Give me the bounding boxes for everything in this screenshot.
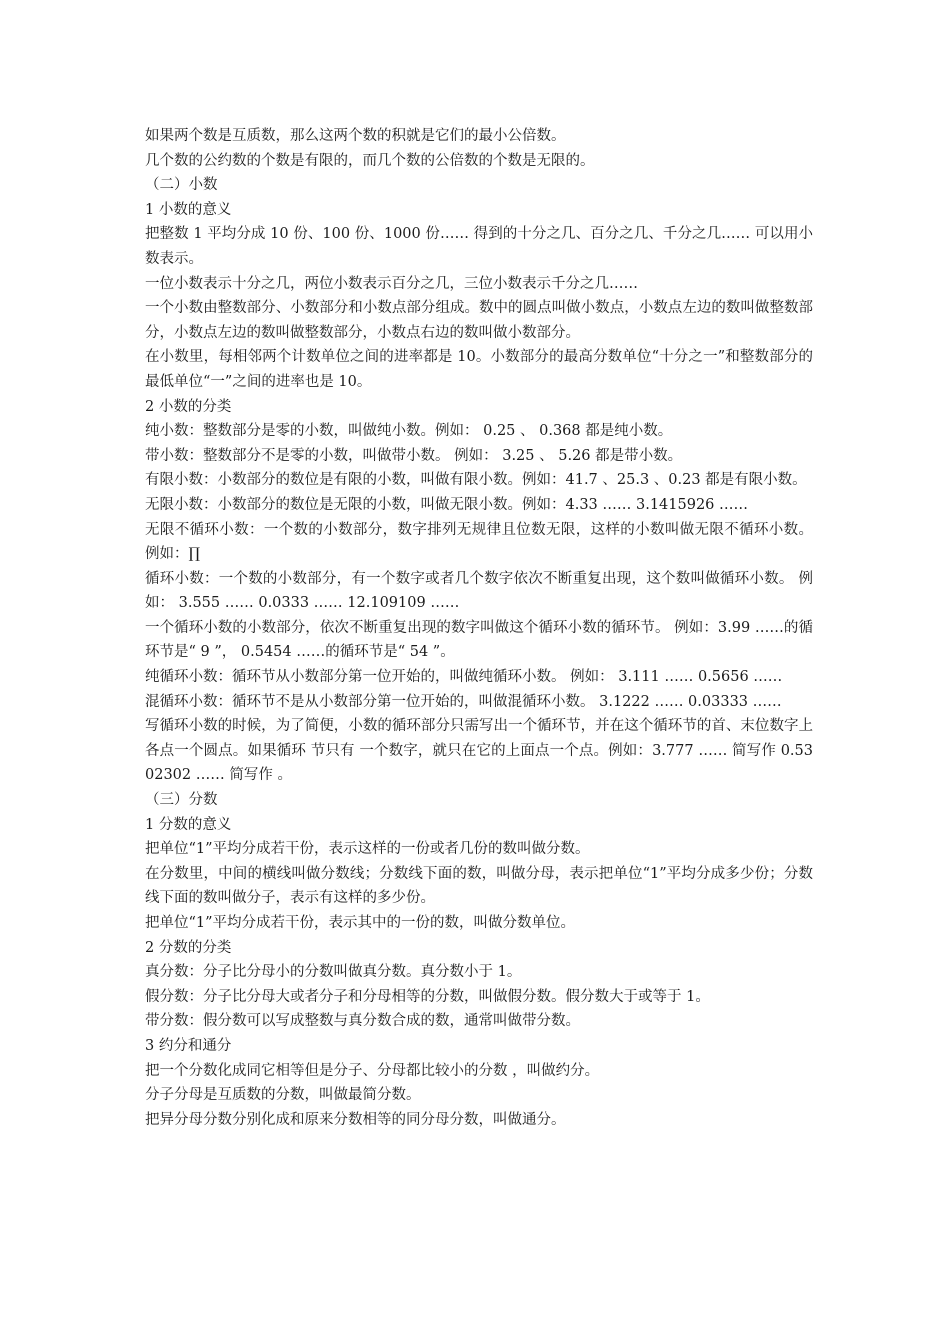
paragraph: 把异分母分数分别化成和原来分数相等的同分母分数，叫做通分。 xyxy=(145,1111,566,1128)
paragraph: 循环小数：一个数的小数部分，有一个数字或者几个数字依次不断重复出现，这个数叫做循环小数。 例如： 3.555 …… 0.0333 …… 12.109109 …… xyxy=(145,570,813,612)
section-heading-decimals: （二）小数 xyxy=(145,177,218,194)
paragraph: 有限小数：小数部分的数位是有限的小数，叫做有限小数。例如：41.7 、25.3 、0.23 都是有限小数。 xyxy=(145,472,807,489)
paragraph: 在小数里，每相邻两个计数单位之间的进率都是 10。小数部分的最高分数单位“十分之一”和整数部分的最低单位“一”之间的进率也是 10。 xyxy=(145,349,813,390)
paragraph: 真分数：分子比分母小的分数叫做真分数。真分数小于 1。 xyxy=(145,964,522,981)
paragraph: 纯循环小数：循环节从小数部分第一位开始的，叫做纯循环小数。 例如： 3.111 …… 0.5656 …… xyxy=(145,669,783,686)
paragraph: 把一个分数化成同它相等但是分子、分母都比较小的分数 ，叫做约分。 xyxy=(145,1062,600,1079)
paragraph: 无限不循环小数：一个数的小数部分，数字排列无规律且位数无限，这样的小数叫做无限不循环小数。 例如：∏ xyxy=(145,521,813,563)
paragraph: 一个循环小数的小数部分，依次不断重复出现的数字叫做这个循环小数的循环节。 例如：3.99 ……的循环节是“ 9 ”， 0.5454 ……的循环节是“ 54 ”。 xyxy=(145,619,813,661)
paragraph: 几个数的公约数的个数是有限的，而几个数的公倍数的个数是无限的。 xyxy=(145,152,595,169)
paragraph: 假分数：分子比分母大或者分子和分母相等的分数，叫做假分数。假分数大于或等于 1。 xyxy=(145,988,710,1005)
paragraph: 把单位“1”平均分成若干份，表示这样的一份或者几份的数叫做分数。 xyxy=(145,841,590,858)
paragraph: 在分数里，中间的横线叫做分数线；分数线下面的数，叫做分母，表示把单位“1”平均分成多少份；分数线下面的数叫做分子，表示有这样的多少份。 xyxy=(145,865,813,907)
paragraph: 无限小数：小数部分的数位是无限的小数，叫做无限小数。例如：4.33 …… 3.1415926 …… xyxy=(145,496,749,513)
paragraph: 一个小数由整数部分、小数部分和小数点部分组成。数中的圆点叫做小数点，小数点左边的数叫做整数部分，小数点左边的数叫做整数部分，小数点右边的数叫做小数部分。 xyxy=(145,300,813,341)
paragraph: 写循环小数的时候，为了简便，小数的循环部分只需写出一个循环节，并在这个循环节的首、末位数字上各点一个圆点。如果循环 节只有 一个数字，就只在它的上面点一个点。例如：3.777 …… 简写作 0.5302302 …… 简写作 。 xyxy=(145,718,813,784)
paragraph: 把整数 1 平均分成 10 份、100 份、1000 份…… 得到的十分之几、百分之几、千分之几…… 可以用小数表示。 xyxy=(145,226,813,267)
subsection-heading: 1 分数的意义 xyxy=(145,816,232,833)
document-page xyxy=(145,124,813,1132)
paragraph: 如果两个数是互质数，那么这两个数的积就是它们的最小公倍数。 xyxy=(145,128,566,144)
section-heading-fractions: （三）分数 xyxy=(145,792,218,809)
paragraph: 分子分母是互质数的分数，叫做最简分数。 xyxy=(145,1087,421,1104)
paragraph: 一位小数表示十分之几，两位小数表示百分之几，三位小数表示千分之几…… xyxy=(145,275,638,292)
subsection-heading: 2 分数的分类 xyxy=(145,939,232,956)
subsection-heading: 3 约分和通分 xyxy=(145,1037,232,1054)
paragraph: 把单位“1”平均分成若干份，表示其中的一份的数，叫做分数单位。 xyxy=(145,915,576,931)
paragraph: 带分数：假分数可以写成整数与真分数合成的数，通常叫做带分数。 xyxy=(145,1013,580,1030)
subsection-heading: 2 小数的分类 xyxy=(145,398,232,415)
paragraph: 混循环小数：循环节不是从小数部分第一位开始的，叫做混循环小数。 3.1222 …… 0.03333 …… xyxy=(145,693,782,710)
paragraph: 带小数：整数部分不是零的小数，叫做带小数。 例如： 3.25 、 5.26 都是带小数。 xyxy=(145,447,683,464)
paragraph: 纯小数：整数部分是零的小数，叫做纯小数。例如： 0.25 、 0.368 都是纯小数。 xyxy=(145,423,673,440)
subsection-heading: 1 小数的意义 xyxy=(145,201,232,218)
